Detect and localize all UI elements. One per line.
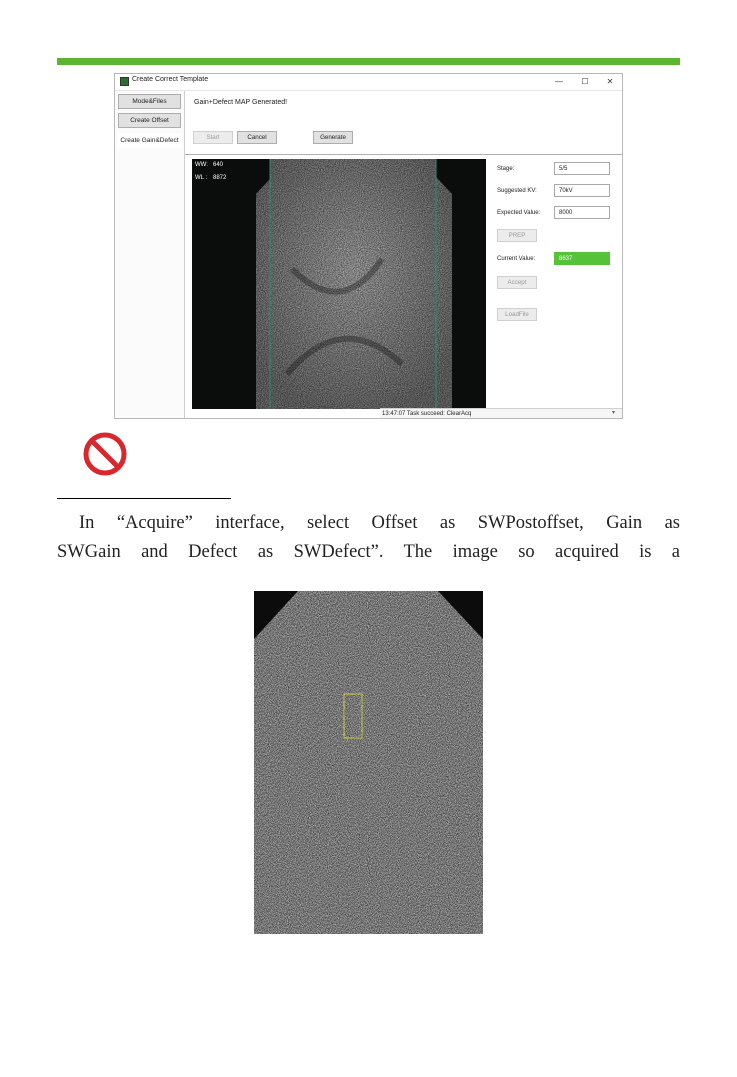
footnote-rule: [57, 498, 231, 499]
paragraph-line-1: In “Acquire” interface, select Offset as SWPostoffset, Gain as: [79, 513, 680, 533]
expected-value-field[interactable]: 8000: [554, 206, 610, 219]
tab-create-offset[interactable]: Create Offset: [118, 113, 181, 128]
generate-button[interactable]: Generate: [313, 131, 353, 144]
prohibited-icon: [81, 430, 129, 478]
current-value-field: 8637: [554, 252, 610, 265]
app-window: [114, 73, 623, 419]
acquired-image: [254, 591, 483, 934]
status-message: Gain+Defect MAP Generated!: [194, 99, 288, 106]
image-viewer[interactable]: [192, 159, 486, 409]
tab-create-gain-defect[interactable]: Create Gain&Defect: [118, 133, 181, 148]
accent-bar: [57, 58, 680, 65]
xray-image: [192, 159, 486, 409]
ww-label: WW:: [195, 162, 208, 168]
chevron-down-icon[interactable]: ▾: [612, 410, 616, 416]
tab-mode-files[interactable]: Mode&Files: [118, 94, 181, 109]
start-button[interactable]: Start: [193, 131, 233, 144]
app-icon: [120, 77, 129, 86]
accept-button[interactable]: Accept: [497, 276, 537, 289]
divider: [185, 154, 623, 155]
status-bar: 13:47:07 Task succeed: ClearAcq: [380, 408, 623, 419]
suggested-kv-label: Suggested KV:: [497, 188, 537, 194]
maximize-button[interactable]: ☐: [581, 77, 589, 86]
sidebar: [115, 91, 185, 419]
loadfile-button[interactable]: LoadFile: [497, 308, 537, 321]
stage-label: Stage:: [497, 166, 515, 172]
prep-button[interactable]: PREP: [497, 229, 537, 242]
cancel-button[interactable]: Cancel: [237, 131, 277, 144]
stage-field[interactable]: 5/5: [554, 162, 610, 175]
window-title: Create Correct Template: [132, 76, 209, 83]
close-button[interactable]: ✕: [606, 77, 614, 86]
wl-value: 8872: [213, 175, 227, 181]
minimize-button[interactable]: —: [555, 77, 563, 86]
suggested-kv-field[interactable]: 70kV: [554, 184, 610, 197]
paragraph-line-2: SWGain and Defect as SWDefect”. The image so acquired is a: [57, 542, 680, 562]
ww-value: 640: [213, 162, 224, 168]
wl-label: WL :: [195, 175, 208, 181]
expected-value-label: Expected Value:: [497, 210, 541, 216]
title-bar: [115, 74, 622, 91]
current-value-label: Current Value:: [497, 256, 536, 262]
